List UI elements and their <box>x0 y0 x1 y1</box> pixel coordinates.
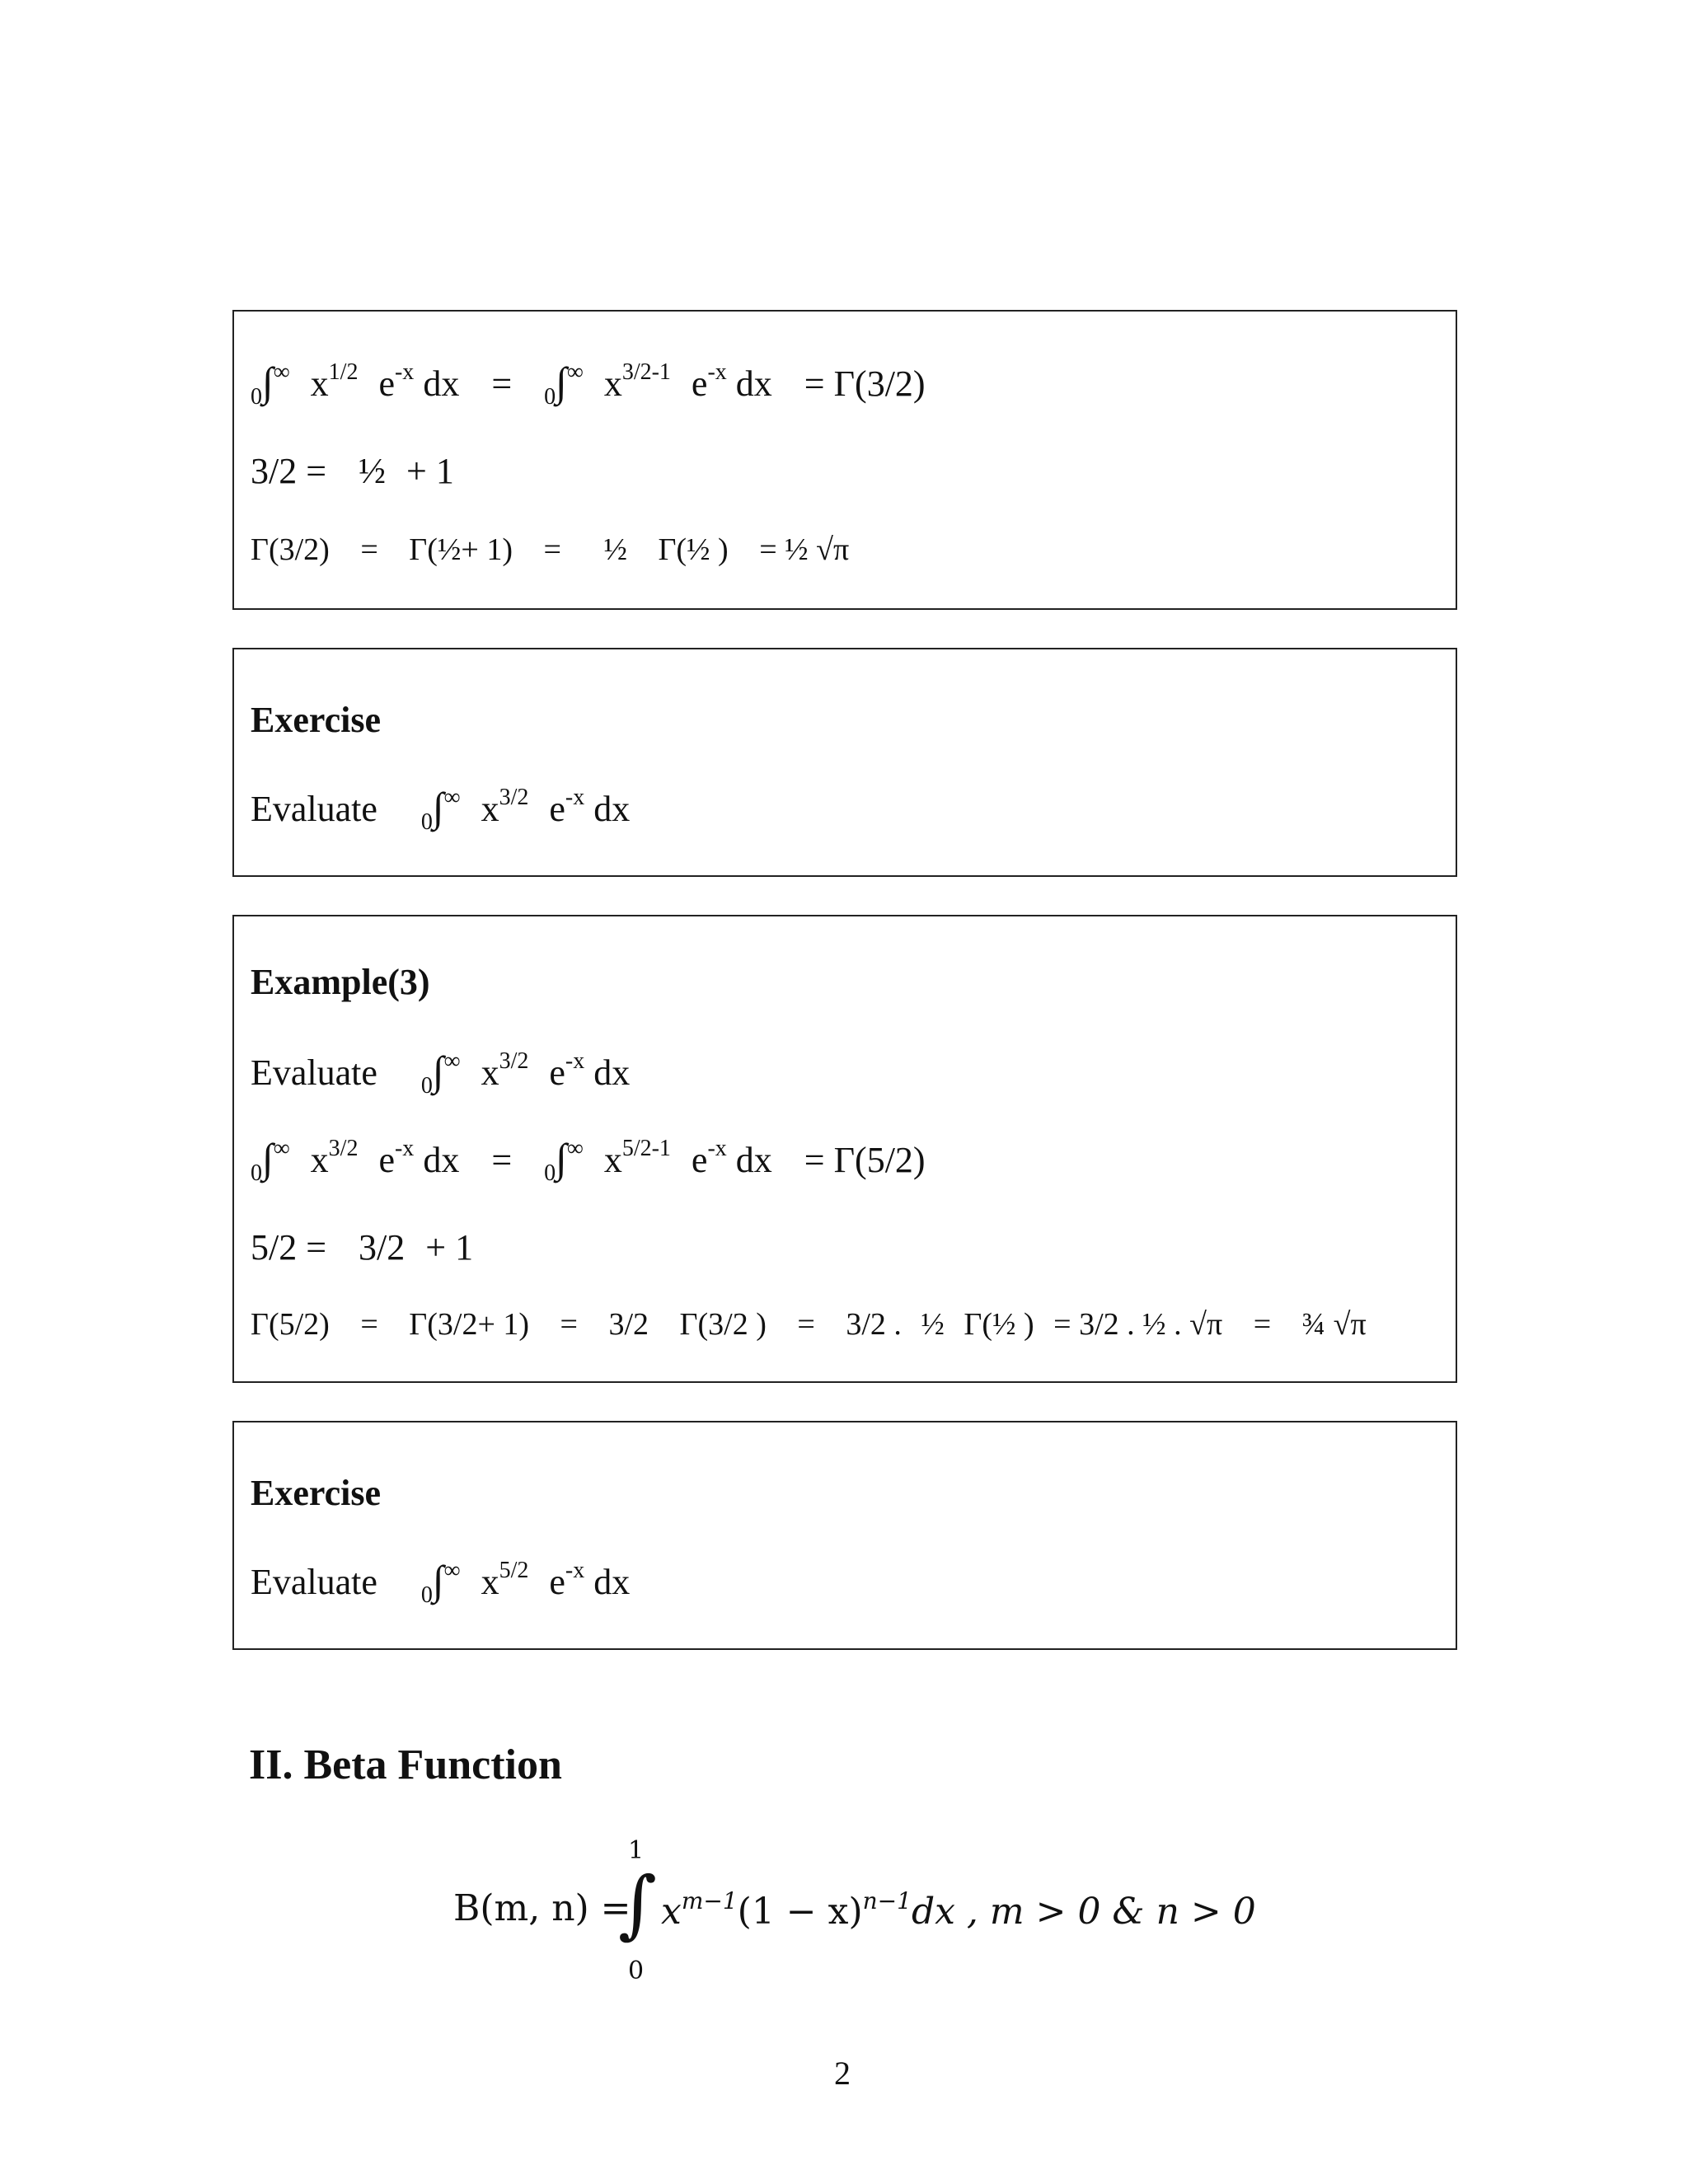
differential: dx <box>593 1562 631 1602</box>
beta-lhs: B(m, n) = <box>453 1887 631 1929</box>
gamma-evaluation-line <box>251 1309 1367 1340</box>
lower-limit: 0 <box>544 1160 556 1186</box>
example-integral-line <box>251 1047 631 1099</box>
result: Γ(3/2) <box>833 363 926 404</box>
lower-limit: 0 <box>251 1160 262 1186</box>
e-exponent: -x <box>707 359 727 385</box>
variable-x: x <box>603 1140 622 1180</box>
variable-e: e <box>549 1052 565 1093</box>
e-exponent: -x <box>565 1558 585 1583</box>
integral-sign: ∫ <box>262 359 274 405</box>
gamma-term: Γ(½ ) <box>964 1307 1034 1342</box>
exercise-title: Exercise <box>251 1473 382 1513</box>
upper-limit: ∞ <box>566 1136 584 1161</box>
gamma-term: Γ(3/2 ) <box>679 1307 767 1342</box>
lhs-text: 5/2 = <box>251 1227 327 1268</box>
final-value: = ½ √π <box>759 532 850 567</box>
value: 3/2 <box>359 1227 406 1268</box>
equals-sign: = <box>1253 1307 1272 1342</box>
half-value: ½ <box>921 1307 945 1342</box>
x-exponent: 5/2 <box>499 1558 529 1583</box>
e-exponent: -x <box>565 785 585 810</box>
beta-integrand <box>661 1887 1256 1933</box>
gamma-term: Γ(5/2) <box>251 1307 330 1342</box>
lower-limit: 0 <box>251 384 262 410</box>
lhs-text: 3/2 = <box>251 451 327 491</box>
lower-limit: 0 <box>420 1582 433 1608</box>
variable-x: x <box>481 789 499 829</box>
e-exponent: -x <box>565 1048 585 1074</box>
integral-sign: ∫ <box>556 359 567 405</box>
e-exponent: -x <box>394 359 415 385</box>
equals-sign: = <box>804 363 825 404</box>
upper-limit: 1 <box>628 1836 645 1865</box>
gamma-term: Γ(½+ 1) <box>409 532 513 567</box>
equals-sign: = <box>491 363 513 404</box>
upper-limit: ∞ <box>443 1558 461 1583</box>
differential: dx <box>593 1052 631 1093</box>
upper-limit: ∞ <box>273 1136 290 1161</box>
exponent-split-line <box>251 1227 474 1268</box>
variable-e: e <box>549 1562 565 1602</box>
x-exponent: 3/2 <box>328 1136 359 1161</box>
evaluate-label: Evaluate <box>251 1052 377 1093</box>
equals-sign: = <box>560 1307 578 1342</box>
equals-sign: = <box>491 1140 513 1180</box>
plus-one: + 1 <box>425 1227 474 1268</box>
equals-sign: = <box>360 1307 378 1342</box>
lower-limit: 0 <box>544 384 556 410</box>
integral-sign: ∫ <box>618 1861 657 1947</box>
variable-x: x <box>481 1562 499 1602</box>
final-value: ¾ √π <box>1301 1307 1367 1342</box>
differential: dx <box>735 363 772 404</box>
gamma-evaluation-line <box>251 534 849 565</box>
gamma-three-halves-box <box>232 310 1457 610</box>
variable-x: x <box>310 1140 329 1180</box>
e-exponent: -x <box>707 1136 727 1161</box>
integral-equation-line <box>251 361 926 409</box>
one-minus-x: (1 − x) <box>737 1891 863 1933</box>
equals-sign: = <box>360 532 378 567</box>
integral-sign: ∫ <box>432 1557 444 1603</box>
exercise-integral-line <box>251 1559 630 1607</box>
plus-one: + 1 <box>406 451 454 491</box>
upper-limit: ∞ <box>566 359 584 385</box>
variable-e: e <box>378 363 395 404</box>
example-title: Example(3) <box>251 962 430 1002</box>
beta-function-formula <box>453 1836 1278 1985</box>
integral-sign: ∫ <box>262 1135 274 1181</box>
beta-conditions: dx , m > 0 & n > 0 <box>911 1891 1256 1933</box>
coefficient: 3/2 . <box>846 1307 902 1342</box>
exercise-box <box>232 1421 1457 1650</box>
gamma-term: Γ(3/2) <box>251 532 330 567</box>
exercise-title: Exercise <box>251 700 382 740</box>
equals-sign: = <box>797 1307 815 1342</box>
x-exponent: m−1 <box>681 1887 738 1915</box>
variable-x: x <box>661 1891 682 1933</box>
page-number: 2 <box>834 2055 851 2092</box>
variable-e: e <box>378 1140 395 1180</box>
exponent-split-line <box>251 453 454 490</box>
evaluate-label: Evaluate <box>251 789 377 829</box>
integral-sign: ∫ <box>432 784 444 830</box>
x-exponent: 3/2-1 <box>621 359 671 385</box>
variable-e: e <box>691 363 708 404</box>
integral-equation-line <box>251 1137 926 1185</box>
equals-sign: = <box>543 532 561 567</box>
differential: dx <box>593 789 631 829</box>
differential: dx <box>423 363 460 404</box>
lower-limit: 0 <box>628 1957 645 1985</box>
evaluate-label: Evaluate <box>251 1562 377 1602</box>
product-value: = 3/2 . ½ . √π <box>1053 1307 1223 1342</box>
gamma-term: Γ(½ ) <box>658 532 729 567</box>
x-exponent: 3/2 <box>499 785 529 810</box>
variable-e: e <box>691 1140 708 1180</box>
exercise-integral-line <box>251 786 630 834</box>
variable-x: x <box>310 363 329 404</box>
x-exponent: 3/2 <box>499 1048 529 1074</box>
equals-sign: = <box>804 1140 825 1180</box>
result: Γ(5/2) <box>833 1140 926 1180</box>
integral-sign: ∫ <box>432 1047 444 1094</box>
upper-limit: ∞ <box>443 1048 461 1074</box>
section-heading: II. Beta Function <box>249 1741 562 1788</box>
x-exponent: 1/2 <box>328 359 359 385</box>
lower-limit: 0 <box>420 809 433 835</box>
integral-sign: ∫ <box>556 1135 567 1181</box>
variable-x: x <box>481 1052 499 1093</box>
gamma-term: Γ(3/2+ 1) <box>409 1307 530 1342</box>
lower-limit: 0 <box>420 1073 433 1099</box>
variable-e: e <box>549 789 565 829</box>
half-value: ½ <box>359 451 387 491</box>
differential: dx <box>423 1140 460 1180</box>
second-exponent: n−1 <box>862 1887 912 1915</box>
exercise-box <box>232 648 1457 877</box>
differential: dx <box>735 1140 772 1180</box>
upper-limit: ∞ <box>443 785 461 810</box>
e-exponent: -x <box>394 1136 415 1161</box>
example-three-box <box>232 915 1457 1383</box>
upper-limit: ∞ <box>273 359 290 385</box>
coefficient: 3/2 <box>608 1307 649 1342</box>
variable-x: x <box>603 363 622 404</box>
x-exponent: 5/2-1 <box>621 1136 671 1161</box>
coefficient: ½ <box>603 532 627 567</box>
